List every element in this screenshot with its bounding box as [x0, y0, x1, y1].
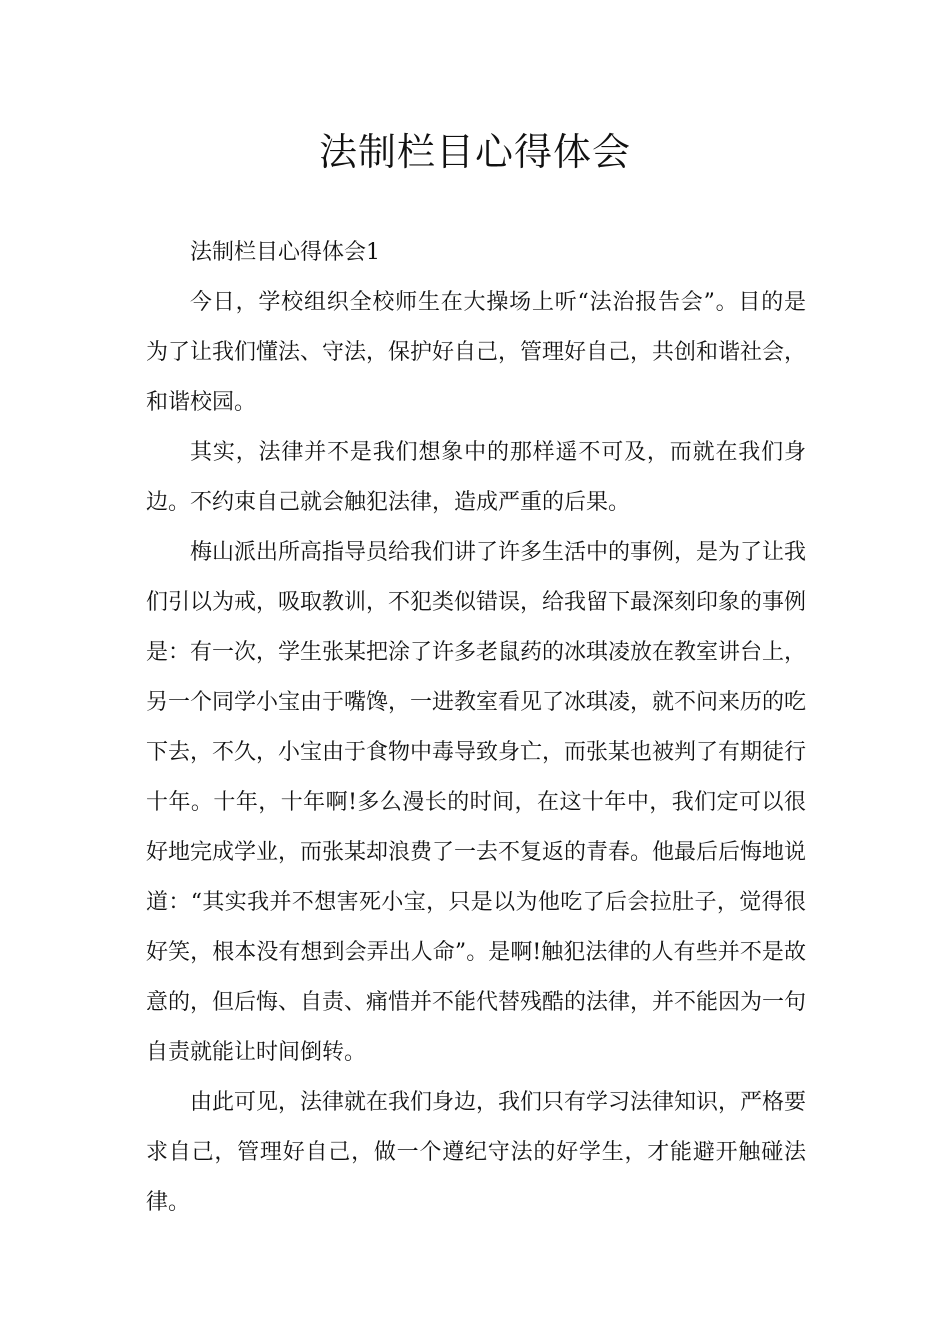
paragraph: 梅山派出所高指导员给我们讲了许多生活中的事例，是为了让我们引以为戒，吸取教训，不犯类似错误，给我留下最深刻印象的事例是：有一次，学生张某把涂了许多老鼠药的冰琪凌放在教室讲台上，另一个同学小宝由于嘴馋，一进教室看见了冰琪凌，就不问来历的吃下去，不久，小宝由于食物中毒导致身亡，而张某也被判了有期徒行十年。十年，十年啊!多么漫长的时间，在这十年中，我们定可以很好地完成学业，而张某却浪费了一去不复返的青春。他最后后悔地说道：“其实我并不想害死小宝，只是以为他吃了后会拉肚子，觉得很好笑，根本没有想到会弄出人命”。是啊!触犯法律的人有些并不是故意的，但后悔、自责、痛惜并不能代替残酷的法律，并不能因为一句自责就能让时间倒转。 — [146, 540, 807, 1065]
paragraph: 其实，法律并不是我们想象中的那样遥不可及，而就在我们身边。不约束自己就会触犯法律，造成严重的后果。 — [146, 440, 806, 515]
document-body — [146, 228, 806, 1228]
document-title: 法制栏目心得体会 — [318, 130, 631, 174]
paragraph: 今日，学校组织全校师生在大操场上听“法治报告会”。目的是为了让我们懂法、守法，保护好自己，管理好自己，共创和谐社会，和谐校园。 — [146, 290, 807, 415]
section-subtitle: 法制栏目心得体会1 — [190, 240, 380, 265]
paragraph: 由此可见，法律就在我们身边，我们只有学习法律知识，严格要求自己，管理好自己，做一个遵纪守法的好学生，才能避开触碰法律。 — [146, 1090, 807, 1215]
